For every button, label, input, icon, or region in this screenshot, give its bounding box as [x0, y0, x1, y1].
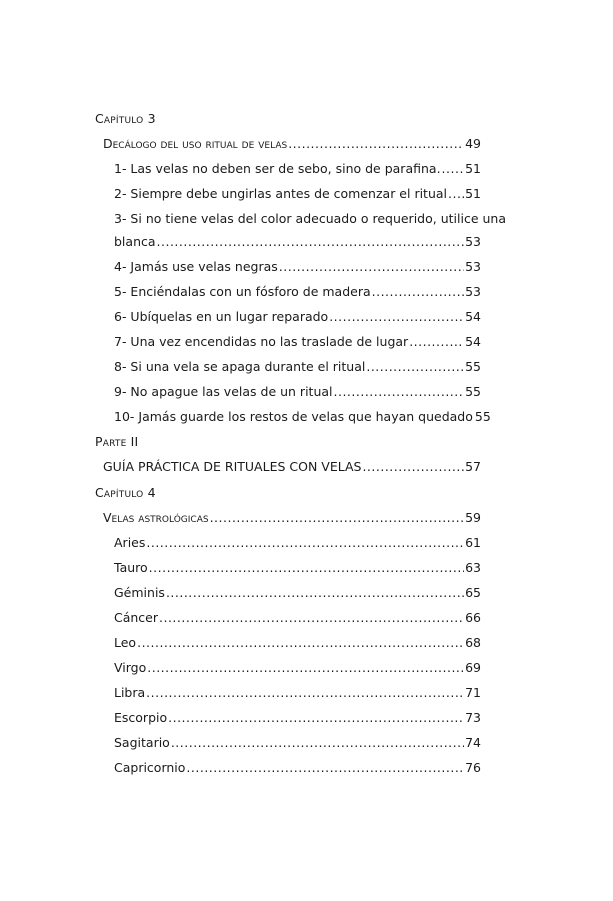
- toc-entry-page: 53: [465, 259, 481, 274]
- toc-entry-title: 9- No apague las velas de un ritual: [114, 384, 333, 399]
- toc-entry-decalogo-7[interactable]: [114, 334, 481, 350]
- toc-entry-page: 74: [465, 735, 481, 750]
- toc-entry-page: 76: [465, 760, 481, 775]
- toc-entry-title: Aries: [114, 535, 146, 550]
- dot-leader: [168, 710, 464, 726]
- toc-entry-decalogo-6[interactable]: [114, 309, 481, 325]
- toc-entry-decalogo-8[interactable]: [114, 359, 481, 375]
- dot-leader: [171, 735, 464, 751]
- toc-entry-title: 6- Ubíquelas en un lugar reparado: [114, 309, 329, 324]
- dot-leader: [366, 359, 464, 375]
- toc-entry-aries[interactable]: [114, 535, 481, 551]
- toc-entry-title: 2- Siempre debe ungirlas antes de comenzar el ritual: [114, 186, 448, 201]
- toc-entry-title: 1- Las velas no deben ser de sebo, sino de parafina.: [114, 161, 441, 176]
- dot-leader: [210, 510, 465, 526]
- toc-entry-page: 57: [465, 459, 481, 474]
- toc-entry-title: 8- Si una vela se apaga durante el ritual: [114, 359, 366, 374]
- toc-entry-decalogo-5[interactable]: [114, 284, 481, 300]
- toc-entry-page: 68: [465, 635, 481, 650]
- dot-leader: [442, 161, 465, 177]
- dot-leader: [186, 760, 464, 776]
- dot-leader: [147, 660, 464, 676]
- dot-leader: [279, 259, 464, 275]
- toc-entry-decalogo-10[interactable]: [114, 409, 491, 425]
- part-2-label: Parte II: [95, 434, 139, 449]
- toc-entry-decalogo[interactable]: [103, 136, 481, 152]
- toc-entry-page: 63: [465, 560, 481, 575]
- toc-entry-title: Velas astrológicas: [103, 510, 209, 525]
- toc-entry-cancer[interactable]: [114, 610, 481, 626]
- toc-entry-page: 71: [465, 685, 481, 700]
- toc-entry-escorpio[interactable]: [114, 710, 481, 726]
- dot-leader: [157, 234, 465, 250]
- toc-entry-title: Virgo: [114, 660, 147, 675]
- dot-leader: [288, 136, 464, 152]
- dot-leader: [372, 284, 464, 300]
- toc-entry-page: 65: [465, 585, 481, 600]
- toc-entry-title: 5- Enciéndalas con un fósforo de madera: [114, 284, 371, 299]
- toc-entry-page: 69: [465, 660, 481, 675]
- dot-leader: [409, 334, 464, 350]
- toc-entry-title: Decálogo del uso ritual de velas: [103, 136, 288, 151]
- toc-entry-libra[interactable]: [114, 685, 481, 701]
- toc-entry-title: Capricornio: [114, 760, 186, 775]
- toc-entry-title: 10- Jamás guarde los restos de velas que hayan quedado: [114, 409, 473, 424]
- toc-entry-title: Sagitario: [114, 735, 170, 750]
- toc-entry-geminis[interactable]: [114, 585, 481, 601]
- toc-entry-page: 61: [465, 535, 481, 550]
- toc-entry-title: Leo: [114, 635, 137, 650]
- toc-entry-page: 55: [465, 359, 481, 374]
- chapter-3-label: Capítulo 3: [95, 111, 156, 126]
- toc-entry-capricornio[interactable]: [114, 760, 481, 776]
- toc-entry-page: 53: [465, 284, 481, 299]
- toc-entry-title: Libra: [114, 685, 146, 700]
- chapter-heading: [95, 485, 156, 501]
- dot-leader: [448, 186, 464, 202]
- toc-entry-leo[interactable]: [114, 635, 481, 651]
- dot-leader: [146, 535, 464, 551]
- toc-entry-page: 51: [465, 186, 481, 201]
- toc-entry-page: 55: [474, 409, 491, 424]
- toc-entry-guia[interactable]: [103, 459, 481, 475]
- toc-entry-title: 7- Una vez encendidas no las traslade de lugar: [114, 334, 409, 349]
- toc-entry-decalogo-1[interactable]: [114, 161, 481, 177]
- dot-leader: [149, 560, 464, 576]
- toc-entry-virgo[interactable]: [114, 660, 481, 676]
- toc-entry-title: GUÍA PRÁCTICA DE RITUALES CON VELAS: [103, 459, 362, 474]
- toc-entry-decalogo-4[interactable]: [114, 259, 481, 275]
- part-heading: [95, 434, 138, 450]
- dot-leader: [166, 585, 464, 601]
- toc-entry-page: 51: [465, 161, 481, 176]
- dot-leader: [137, 635, 464, 651]
- toc-entry-decalogo-2[interactable]: [114, 186, 481, 202]
- toc-entry-decalogo-3-line2[interactable]: [114, 234, 481, 250]
- toc-entry-title: 3- Si no tiene velas del color adecuado o requerido, utilice una: [114, 211, 506, 226]
- toc-entry-page: 55: [465, 384, 481, 399]
- toc-entry-title: Géminis: [114, 585, 165, 600]
- toc-entry-sagitario[interactable]: [114, 735, 481, 751]
- chapter-4-label: Capítulo 4: [95, 485, 156, 500]
- toc-entry-page: 54: [465, 334, 481, 349]
- toc-entry-page: 73: [465, 710, 481, 725]
- toc-entry-page: 59: [465, 510, 481, 525]
- toc-entry-title: Tauro: [114, 560, 148, 575]
- toc-entry-page: 54: [465, 309, 481, 324]
- dot-leader: [334, 384, 465, 400]
- chapter-heading: [95, 111, 156, 127]
- dot-leader: [146, 685, 464, 701]
- dot-leader: [329, 309, 464, 325]
- toc-entry-title: blanca: [114, 234, 156, 249]
- toc-entry-page: 66: [465, 610, 481, 625]
- toc-entry-decalogo-3-line1[interactable]: [114, 211, 506, 227]
- toc-entry-title: Escorpio: [114, 710, 168, 725]
- toc-entry-astro[interactable]: [103, 510, 481, 526]
- toc-entry-tauro[interactable]: [114, 560, 481, 576]
- dot-leader: [159, 610, 464, 626]
- toc-entry-page: 49: [465, 136, 481, 151]
- toc-entry-page: 53: [465, 234, 481, 249]
- toc-entry-title: Cáncer: [114, 610, 159, 625]
- toc-entry-decalogo-9[interactable]: [114, 384, 481, 400]
- toc-entry-title: 4- Jamás use velas negras: [114, 259, 278, 274]
- dot-leader: [362, 459, 464, 475]
